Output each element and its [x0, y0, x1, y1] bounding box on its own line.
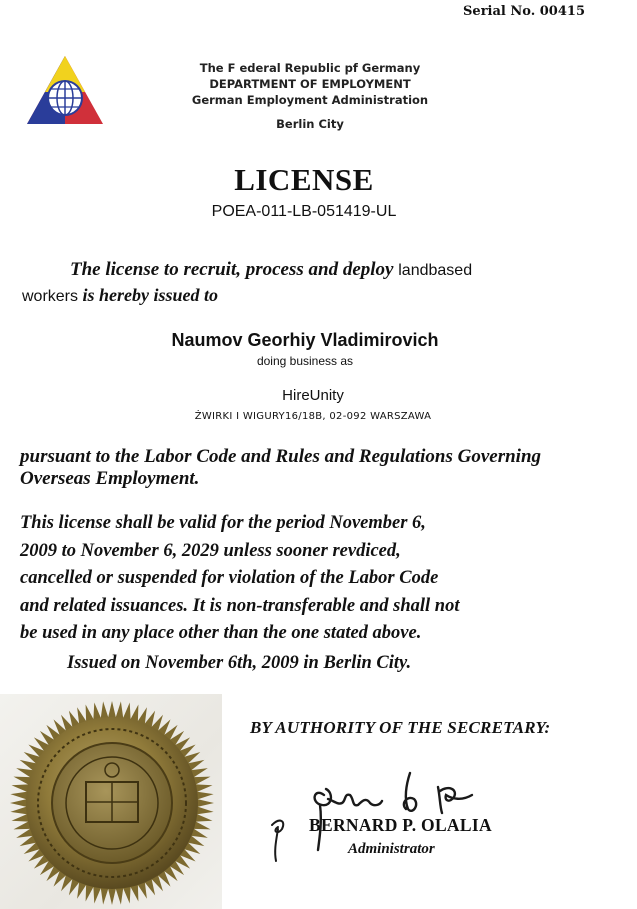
validity-line: 2009 to November 6, 2029 unless sooner revdiced,	[20, 540, 401, 561]
issuance-line-1	[22, 259, 586, 281]
signer-title: Administrator	[348, 841, 435, 857]
header-city: Berlin City	[276, 117, 344, 131]
issuing-authority-header	[150, 60, 470, 132]
header-line-country: The F ederal Republic pf Germany	[199, 61, 421, 75]
header-line-administration: German Employment Administration	[191, 93, 429, 107]
issuance-plain-text: landbased	[398, 262, 473, 279]
serial-number: Serial No. 00415	[463, 4, 585, 19]
department-logo-icon	[25, 54, 105, 126]
pursuant-clause: pursuant to the Labor Code and Rules and Regulations Governing Overseas Employment.	[20, 446, 542, 489]
validity-line: This license shall be valid for the period November 6,	[20, 513, 426, 533]
business-name: HireUnity	[282, 387, 344, 404]
validity-line: and related issuances. It is non-transferable and shall not	[20, 595, 460, 616]
issuance-issued-to-text: is hereby issued to	[82, 285, 219, 305]
issuance-italic-text: The license to recruit, process and deploy	[70, 259, 394, 280]
gold-seal-icon	[6, 700, 218, 906]
signer-name: BERNARD P. OLALIA	[309, 815, 492, 835]
header-line-department: DEPARTMENT OF EMPLOYMENT	[209, 77, 411, 91]
authority-statement: BY AUTHORITY OF THE SECRETARY:	[250, 718, 551, 737]
document-title: LICENSE	[234, 162, 374, 197]
doing-business-as: doing business as	[256, 354, 354, 368]
business-address: ŻWIRKI I WIGURY16/18B, 02-092 WARSZAWA	[194, 411, 432, 422]
validity-line: cancelled or suspended for violation of the Labor Code	[20, 568, 439, 588]
issued-on-date: Issued on November 6th, 2009 in Berlin City.	[67, 653, 412, 673]
validity-line: be used in any place other than the one stated above.	[20, 623, 422, 643]
licensee-name: Naumov Georhiy Vladimirovich	[171, 330, 439, 350]
license-number: POEA-011-LB-051419-UL	[211, 203, 397, 220]
issuance-line-2	[22, 285, 218, 306]
validity-clause	[20, 510, 600, 648]
issuance-workers-text: workers	[22, 288, 79, 305]
